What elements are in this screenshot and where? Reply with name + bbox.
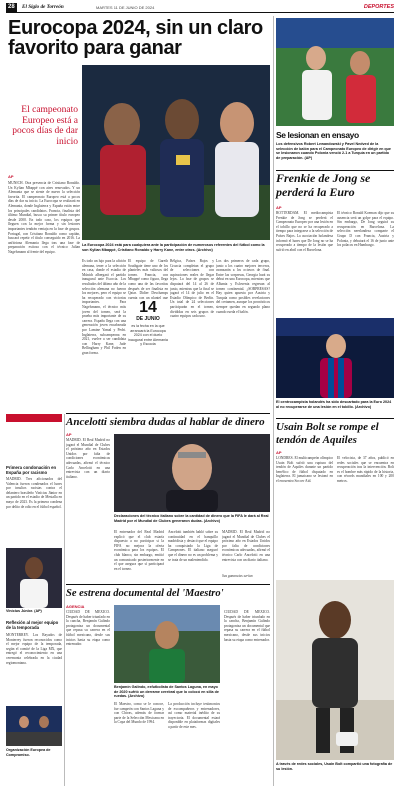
injury-photo xyxy=(276,18,394,126)
maestro-photo xyxy=(114,605,220,683)
ancelotti-headline: Ancelotti siembra dudas al hablar de dinero xyxy=(66,416,265,428)
pullquote-number: 14 xyxy=(139,299,157,316)
breves-item2-text: MONTERREY. Los Rayados de Monterrey fueron reconocidos como el mejor equipo de la temporada, según el comité de la Liga MX, que entregó el reconocimiento en una ceremonia celebrada en la ciudad regiomontana. xyxy=(6,633,62,665)
usain-photo xyxy=(276,580,394,760)
usain-top-rule xyxy=(276,418,394,419)
page-number: 28 xyxy=(8,4,15,10)
breves-item2-photo xyxy=(6,706,62,746)
ancelotti-photo-illustration xyxy=(114,434,270,512)
maestro-top-rule xyxy=(66,584,270,585)
breves-item1-text: MADRID. Tres aficionados del Valencia fueron condenados el lunes por insultos racistas contra el delantero brasileño Vinícius Júnior en un partido en el estadio de Mestalla en mayo de 2023. Es la primera condena por delito de odio en el fútbol español. xyxy=(6,477,62,509)
frenkie-agency: AP xyxy=(276,205,282,210)
usain-column-1: LONDRES. El multicampeón olímpico Usain Bolt sufrió una ruptura del tendón de Aquiles durante un partido benéfico de fútbol disputado en Inglaterra. El jamaicano se lesionó en el encuentro Soccer Aid. xyxy=(276,456,333,483)
header-rule xyxy=(6,12,394,13)
injury-photo-illustration xyxy=(276,18,394,126)
breves-label-text: BREVES xyxy=(9,423,30,429)
maestro-column-1: CIUDAD DE MÉXICO. Después de haber triunfado en la cancha, Benjamín Galindo protagoniza un documental que repasa su carrera en el fútbol mexicano, desde sus inicios hasta su etapa como entrenador. xyxy=(66,610,110,647)
main-column-1b: El equipo de Gareth Southgate tiene uno de los planteles más valiosos del torneo. Francia, con Mbappé como figura, llega como una de las favoritas después de ser finalista en Qatar. Didier Deschamps cuenta con un plantel que xyxy=(128,259,168,299)
breves-label xyxy=(6,414,62,429)
page-header xyxy=(6,3,394,12)
galindo-photo-illustration xyxy=(114,605,220,683)
separator-breves xyxy=(64,414,65,786)
ancelotti-column-1: MADRID. El Real Madrid no jugará el Mundial de Clubes el próximo año en Estados Unidos por falta de condiciones económicas adecuadas, afirmó el técnico Carlo Ancelotti en una entrevista con un diario italiano. xyxy=(66,438,110,479)
maestro-column-2: El Maestro, como se le conoce, fue campeón con Santos Laguna y con Chivas, además de formar parte de la Selección Mexicana en la Copa del Mundo de 1994. xyxy=(114,702,164,725)
breves-item1-caption: Vinícius Júnior. (AP) xyxy=(6,609,42,613)
monterrey-photo-illustration xyxy=(6,706,62,746)
frenkie-headline: Frenkie de Jong se perderá la Euro xyxy=(276,171,371,199)
main-column-1: Es todo un lujo para la afición alemana, tener a la selección en casa, donde el estadio de Múnich albergará el partido inaugural ante Escocia. Los resultados del último año de la selección alemana no fueron los mejores, pero el equipo se ha recuperado con victorias importantes. Para Nagelsmann, el técnico más joven del torneo, será la prueba más importante de su carrera. España llega con una generación joven encabezada por Lamine Yamal y Pedri. Inglaterra, subcampeona en 2021, vuelve a ser candidata con Harry Kane, Jude Bellingham y Phil Foden en gran forma. xyxy=(82,259,126,355)
maestro-agency: AGENCIA xyxy=(66,604,85,609)
ancelotti-photo xyxy=(114,434,270,512)
ancelotti-column-2: El entrenador del Real Madrid explicó que el club estaría dispuesto a no participar si la FIFA no mejora la oferta económica para los equipos. El club blanco, sin embargo, emitió un comunicado posteriormente en el que asegura que sí participará en el torneo. xyxy=(114,530,164,571)
maestro-column-4: CIUDAD DE MÉXICO. Después de haber triunfado en la cancha, Benjamín Galindo protagoniza un documental que repasa su carrera en el fútbol mexicano, desde sus inicios hasta su etapa como entrenador. xyxy=(224,610,270,642)
usain-headline: Usain Bolt se rompe el tendón de Aquiles xyxy=(276,421,379,446)
main-agency: AP xyxy=(8,174,14,179)
frenkie-photo xyxy=(276,318,394,398)
maestro-column-3: La producción incluye testimonios de excompañeros y entrenadores, así como material inédito de su trayectoria. El documental estará disponible en plataformas digitales a partir de este mes. xyxy=(168,702,220,729)
maestro-headline: Se estrena documental del 'Maestro' xyxy=(66,588,224,599)
header-date: MARTES 11 DE JUNIO DE 2024 xyxy=(96,5,155,10)
frenkie-column-1: ROTTERDAM. El mediocampista Frenkie de Jong se perderá el Campeonato Europeo por una lesión en el tobillo que no se ha recuperado a tiempo para integrarse a la selección de Países Bajos. La asociación holandesa informó el lunes que De Jong no se ha recuperado a tiempo de la lesión que sufrió en abril con el Barcelona. xyxy=(276,211,333,252)
ancelotti-column-3: Ancelotti también habló sobre su continuidad en el banquillo madridista y destacó que el equipo ha conquistado la Liga de Campeones. El italiano aseguró que el dinero no es un problema y se trata de un malentendido. xyxy=(168,530,218,562)
section-label: DEPORTES xyxy=(363,4,394,10)
bolt-photo-illustration xyxy=(276,580,394,760)
masthead: El Siglo de Torreón xyxy=(22,4,64,10)
main-headline: Eurocopa 2024, sin un claro favorito para ganar xyxy=(8,17,263,59)
pullquote-text: es la fecha en la que arrancará la Eurocopa 2024 con el duelo inaugural entre Alemania y Escocia xyxy=(128,324,168,346)
injury-headline: Se lesionan en ensayo xyxy=(276,130,359,140)
frenkie-caption: El centrocampista holandés ha sido descartado para la Euro 2024 al no recuperarse de una lesión en el tobillo. (Archivo) xyxy=(276,400,392,409)
ancelotti-caption: Declaraciones del técnico italiano sobre la cantidad de dinero que la FIFA le dará al Real Madrid por el Mundial de Clubes generaron dudas. (Archivo) xyxy=(114,514,269,523)
ancelotti-column-4: MADRID. El Real Madrid no jugará el Mundial de Clubes el próximo año en Estados Unidos por falta de condiciones económicas adecuadas, afirmó el técnico Carlo Ancelotti en una entrevista con un diario italiano. xyxy=(222,530,270,562)
breves-item2-caption: Organización Europea de Compromiso. xyxy=(6,748,51,757)
ancelotti-top-rule xyxy=(66,413,270,414)
main-deck: El campeonato Europeo está a pocos días de dar inicio xyxy=(12,105,78,147)
usain-column-2: El velocista, de 37 años, publicó en redes sociales que se encuentra en recuperación tras la intervención. Bolt es el hombre más rápido de la historia, con récords mundiales en 100 y 200 metros. xyxy=(337,456,394,483)
players-photo-illustration xyxy=(82,65,270,240)
maestro-caption: Benjamín Galindo, exfutbolista de Santos Laguna, en mayo de 2020 sufrió un derrame cerebral que lo colocó en silla de ruedas. (Archivo) xyxy=(114,685,219,699)
separator-left xyxy=(273,16,274,786)
breves-item2-title: Reflexión al mejor equipo de la temporada xyxy=(6,620,59,630)
ancelotti-jump: Sus ganancias serían xyxy=(222,574,253,578)
main-side-column: MUNICH. Otra presencia de Cristiano Ronaldo. Un Kylian Mbappé con aires renovados. Y un Alemania que se siente de nuevo la selección favorita. El campeonato Europeo está a pocos días de dar su inicio. La Eurocopa se realizará en Alemania, donde Inglaterra y España están entre los principales candidatos. Francia, finalista del último Mundial, busca su primer título europeo desde 2000. En todo caso, los equipos que lleguen con la mejor forma y sin lesiones importantes tendrán ventaja en la fase de grupos. Portugal, con Cristiano Ronaldo como capitán, buscará repetir el título conseguido en 2016. La anfitriona Alemania llega tras una fase de preparación exitosa con el técnico Julian Nagelsmann al frente del equipo. xyxy=(8,181,80,254)
usain-caption: A través de redes sociales, Usain Bolt compartió una fotografía de su lesión. xyxy=(276,762,393,771)
main-photo-caption: La Eurocopa 2024 está para cualquiera ante la participación de numerosos referentes del fútbol como la son Kylian Mbappé, Cristiano Ronaldo y Harry Kane, entre otros. (Archivo) xyxy=(82,243,265,252)
breves-item1-title: Primera condonación en España por racismo xyxy=(6,465,57,475)
injury-caption: Los defensivos Robert Lewandowski y Pavel Nedved de la selección de balón para el Campeonato Europeo de dirigir en que se lesionaron cuando Polonia venció 2-1 a Turquía en un partido de preparación. (AP) xyxy=(276,142,391,160)
frenkie-column-2: El técnico Ronald Koeman dijo que su ausencia será un golpe para el equipo. Sin embargo, De Jong seguirá su recuperación en Barcelona. La selección neerlandesa comparte el Grupo D con Francia, Austria y Polonia, y debutará el 16 de junio ante los polacos en Hamburgo. xyxy=(337,211,394,248)
pullquote xyxy=(128,300,168,366)
main-column-3: Los dos primeros de cada grupo, junto a los cuatro mejores terceros, avanzarán a los octavos de final. Entre las sorpresas, Georgia hará su debut en una Eurocopa, mientras que Albania y Eslovenia regresan al torneo continental. ¿SORPRESAS? Hay quien apuesta por Austria y Turquía como posibles revelaciones del certamen, aunque los pronósticos siempre quedan en segundo plano cuando rueda el balón. xyxy=(216,259,270,314)
frenkie-photo-illustration xyxy=(276,318,394,398)
main-column-2: Bélgica, Países Bajos y Croacia completan el grupo de selecciones con aspiraciones reales de llegar lejos. La fase de grupos se disputará del 14 al 26 de junio, mientras que la final se jugará el 14 de julio en el Estadio Olímpico de Berlín. Un total de 24 selecciones participarán en el torneo, divididas en seis grupos de cuatro equipos cada uno. xyxy=(170,259,214,319)
pullquote-label: DE JUNIO xyxy=(136,316,160,322)
breves-item1-photo xyxy=(6,548,62,608)
usain-agency: AP xyxy=(276,450,282,455)
ancelotti-agency: AP xyxy=(66,432,72,437)
main-photo xyxy=(82,65,270,240)
vinicius-photo-illustration xyxy=(6,548,62,608)
